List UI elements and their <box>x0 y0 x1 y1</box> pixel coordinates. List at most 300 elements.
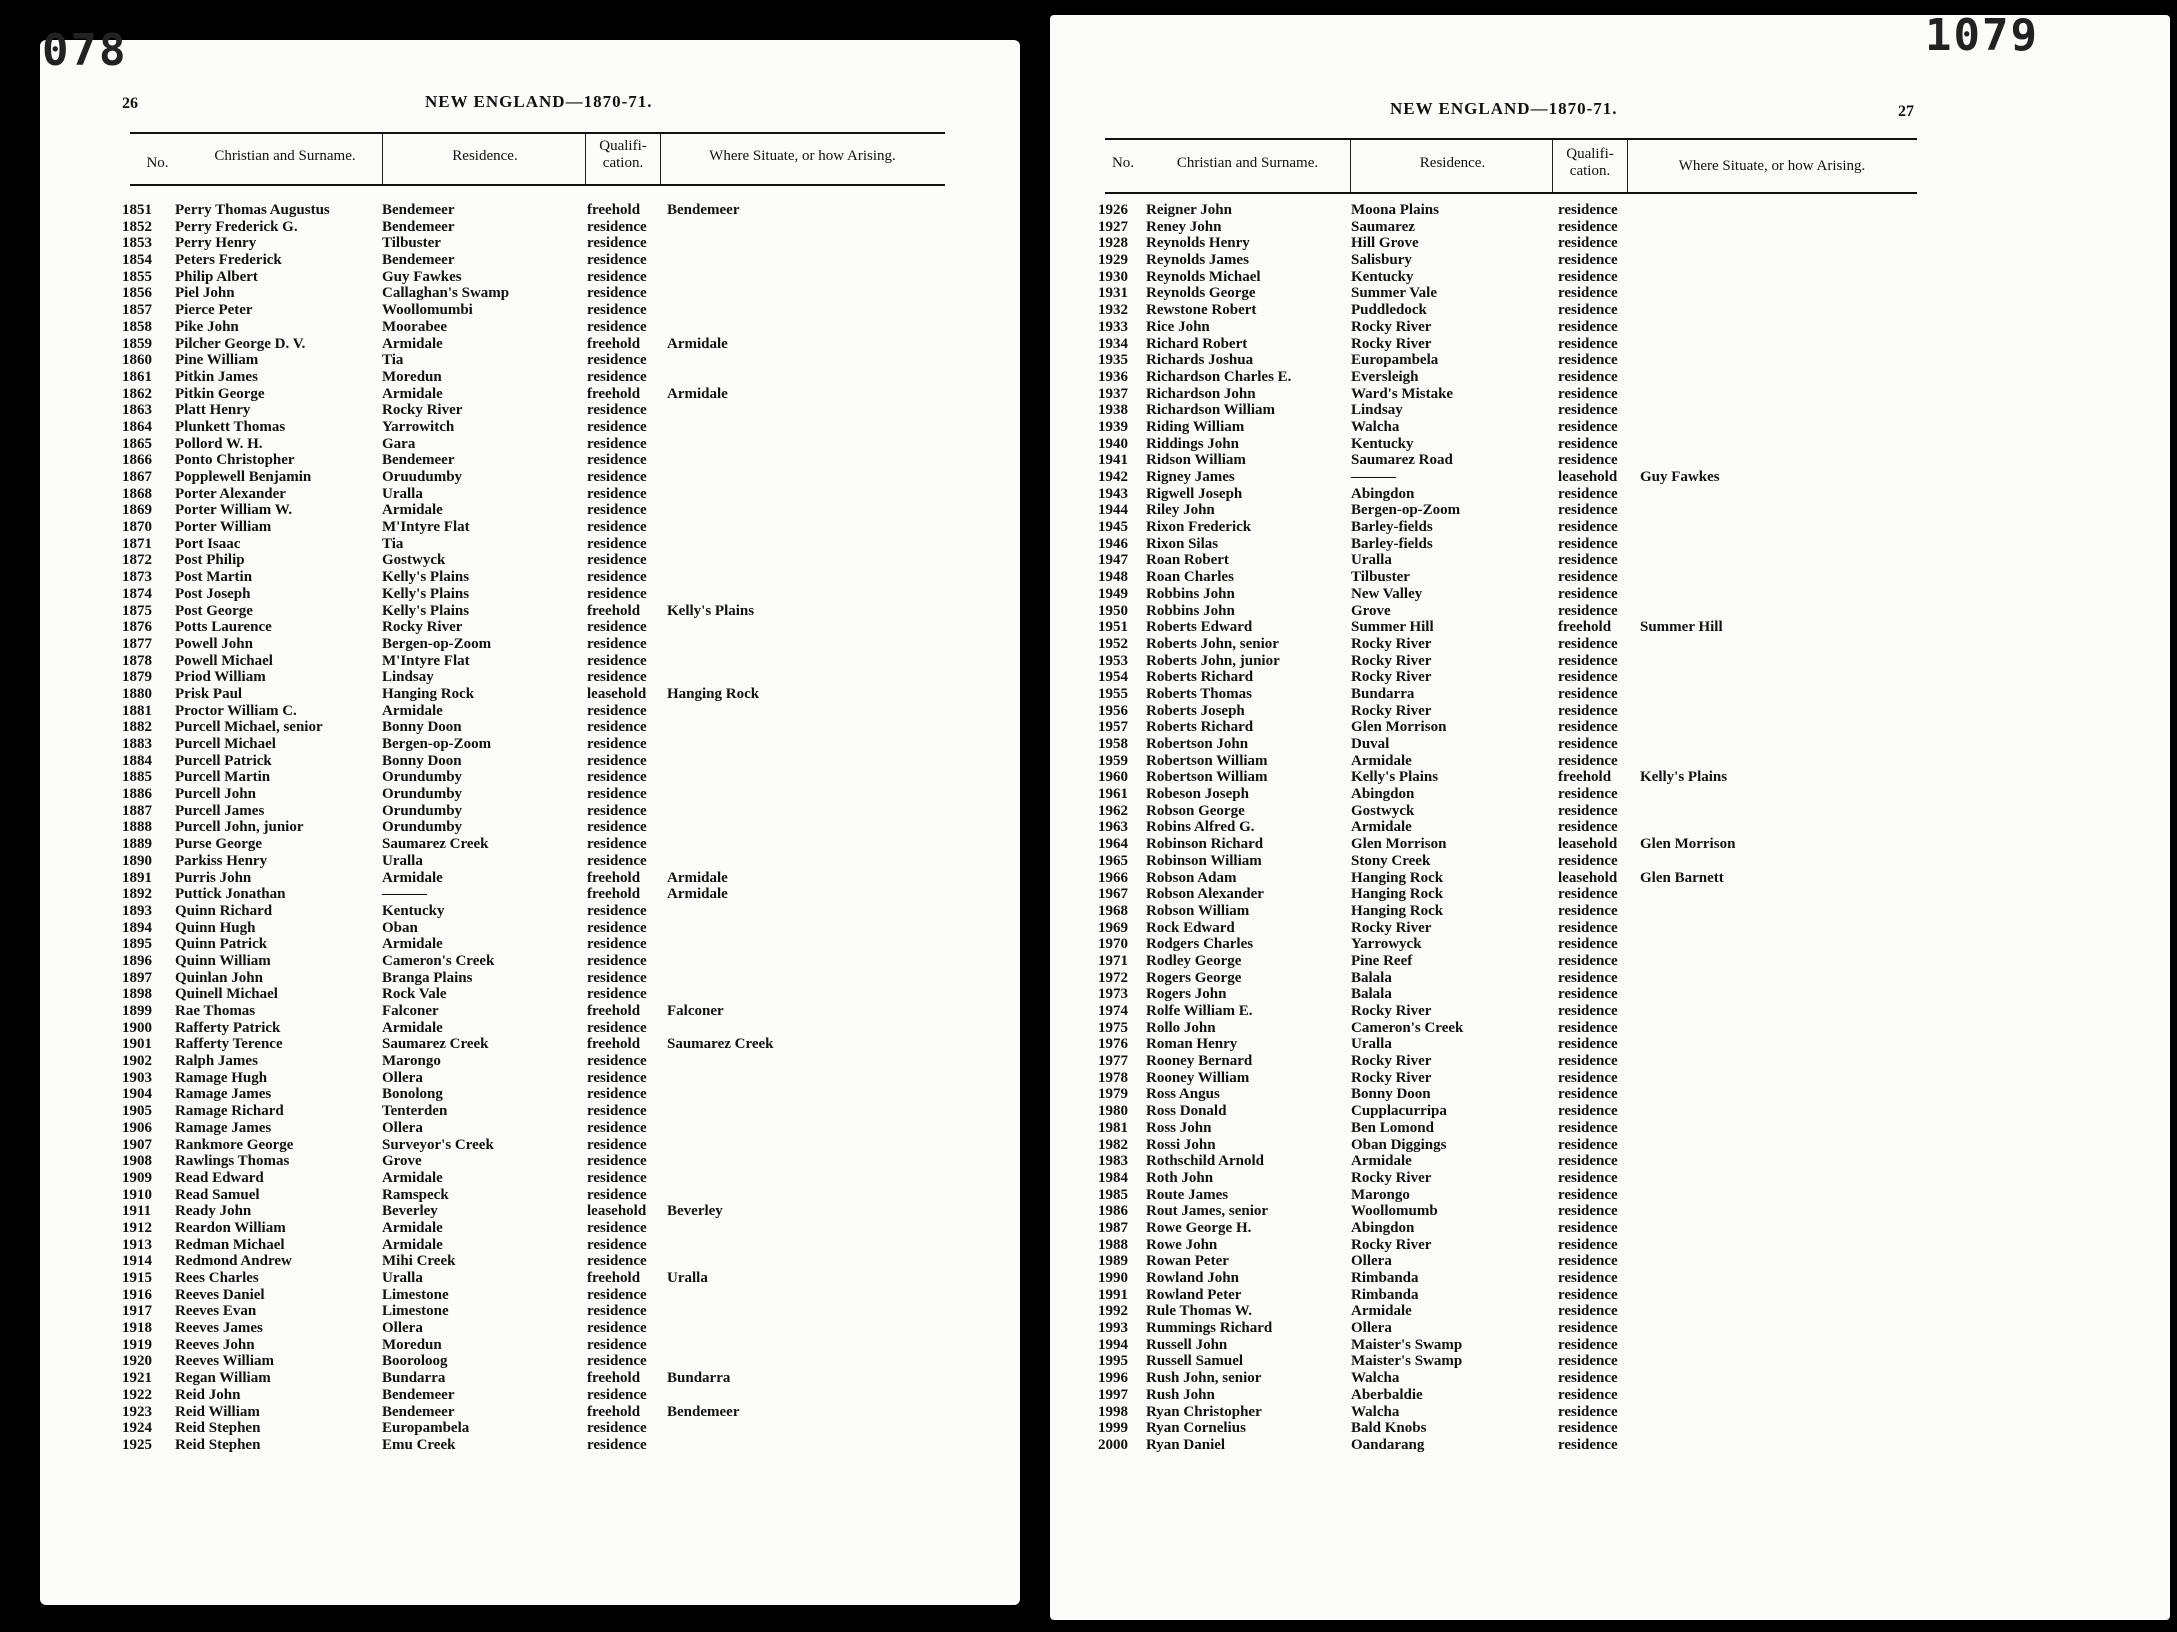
entry-number: 1985 <box>1098 1186 1128 1203</box>
entry-number: 1960 <box>1098 769 1128 786</box>
residence: Bendemeer <box>382 1386 455 1403</box>
qualification: residence <box>1558 1119 1618 1136</box>
residence: Armidale <box>382 1019 443 1036</box>
residence: Eversleigh <box>1351 368 1419 385</box>
entry-number: 1869 <box>122 502 152 519</box>
elector-name: Rooney Bernard <box>1146 1053 1253 1070</box>
residence: Armidale <box>382 1236 443 1253</box>
elector-name: Roberts Joseph <box>1146 702 1245 719</box>
qualification: residence <box>1558 1270 1618 1286</box>
entry-number: 1868 <box>122 485 152 502</box>
header-no: No. <box>146 155 169 171</box>
residence: Gara <box>382 435 416 452</box>
elector-name: Prisk Paul <box>175 685 243 702</box>
elector-name: Richardson William <box>1146 402 1276 419</box>
elector-name: Robbins John <box>1146 602 1235 619</box>
elector-name: Pike John <box>175 318 239 335</box>
elector-list-left <box>122 202 952 1454</box>
entry-number: 1860 <box>122 352 152 369</box>
residence: Maister's Swamp <box>1351 1336 1463 1353</box>
elector-name: Purcell Martin <box>175 769 271 786</box>
elector-name: Rogers John <box>1146 986 1227 1003</box>
page-title-right: NEW ENGLAND—1870-71. <box>1390 99 1618 118</box>
elector-name: Robson Alexander <box>1146 886 1264 903</box>
residence: Saumarez Road <box>1351 452 1453 469</box>
table-row <box>122 202 952 219</box>
elector-name: Purcell John, junior <box>175 819 304 836</box>
residence: Rock Vale <box>382 986 447 1003</box>
table-row <box>122 452 952 469</box>
header-name: Christian and Surname. <box>1176 155 1319 171</box>
entry-number: 1876 <box>122 619 152 636</box>
table-row <box>1098 753 1918 770</box>
entry-number: 1917 <box>122 1303 152 1320</box>
table-row <box>122 603 952 620</box>
elector-name: Reigner John <box>1146 202 1232 218</box>
qualification: residence <box>587 235 647 252</box>
elector-name: Reney John <box>1146 218 1222 235</box>
table-row <box>1098 1103 1918 1120</box>
residence: Puddledock <box>1351 302 1427 319</box>
entry-number: 1981 <box>1098 1119 1128 1136</box>
table-row <box>122 703 952 720</box>
entry-number: 1994 <box>1098 1336 1128 1353</box>
table-row <box>122 1003 952 1020</box>
qualification: residence <box>1558 986 1618 1003</box>
entry-number: 1873 <box>122 569 152 586</box>
entry-number: 1965 <box>1098 852 1128 869</box>
table-row <box>1098 886 1918 903</box>
residence: Bendemeer <box>382 252 455 269</box>
entry-number: 1886 <box>122 786 152 803</box>
qualification: residence <box>587 952 647 969</box>
table-row <box>122 436 952 453</box>
residence: Uralla <box>382 1270 423 1286</box>
elector-list-right <box>1098 202 1918 1454</box>
entry-number: 1980 <box>1098 1103 1128 1120</box>
column-divider <box>660 134 661 184</box>
residence: Bonny Doon <box>382 719 462 736</box>
residence: Abingdon <box>1351 1219 1415 1236</box>
residence: Surveyor's Creek <box>382 1136 494 1153</box>
qualification: residence <box>1558 1253 1618 1270</box>
elector-name: Pierce Peter <box>175 302 253 319</box>
residence: Glen Morrison <box>1351 719 1447 736</box>
table-row <box>122 1437 952 1454</box>
qualification: residence <box>587 502 647 519</box>
table-row <box>122 1220 952 1237</box>
qualification: residence <box>1558 585 1618 602</box>
qualification: residence <box>1558 1219 1618 1236</box>
entry-number: 1952 <box>1098 635 1128 652</box>
elector-name: Rigwell Joseph <box>1146 485 1243 502</box>
elector-name: Robinson Richard <box>1146 836 1264 853</box>
table-row <box>122 369 952 386</box>
elector-name: Reynolds James <box>1146 252 1249 269</box>
where-situate: Summer Hill <box>1640 619 1723 636</box>
entry-number: 1852 <box>122 218 152 235</box>
residence: Rocky River <box>1351 1053 1432 1070</box>
entry-number: 1956 <box>1098 702 1128 719</box>
residence: Orundumby <box>382 786 463 803</box>
table-row <box>122 1303 952 1320</box>
elector-name: Reid John <box>175 1386 241 1403</box>
table-row <box>1098 936 1918 953</box>
entry-number: 1875 <box>122 602 152 619</box>
residence: Ollera <box>382 1119 423 1136</box>
qualification: residence <box>587 736 647 752</box>
table-row <box>122 1337 952 1354</box>
header-where: Where Situate, or how Arising. <box>1678 158 1866 174</box>
elector-name: Ramage James <box>175 1086 272 1103</box>
residence: Hanging Rock <box>1351 869 1444 886</box>
table-row <box>122 519 952 536</box>
qualification: residence <box>587 1169 647 1186</box>
qualification: freehold <box>587 202 641 218</box>
table-row <box>1098 386 1918 403</box>
elector-name: Rollo John <box>1146 1019 1216 1036</box>
table-row <box>122 1404 952 1421</box>
residence: Hill Grove <box>1351 235 1419 252</box>
elector-name: Robbins John <box>1146 585 1235 602</box>
table-row <box>122 569 952 586</box>
residence: Rocky River <box>1351 669 1432 686</box>
table-row <box>1098 402 1918 419</box>
entry-number: 1928 <box>1098 235 1128 252</box>
residence: Kelly's Plains <box>1351 769 1439 786</box>
residence: Bergen-op-Zoom <box>382 736 492 752</box>
qualification: residence <box>1558 952 1618 969</box>
table-row <box>122 235 952 252</box>
elector-name: Reid Stephen <box>175 1420 261 1437</box>
table-row <box>1098 552 1918 569</box>
qualification: residence <box>1558 1320 1618 1337</box>
entry-number: 1867 <box>122 469 152 485</box>
entry-number: 1924 <box>122 1420 152 1437</box>
qualification: residence <box>1558 218 1618 235</box>
entry-number: 1887 <box>122 802 152 819</box>
entry-number: 1955 <box>1098 685 1128 702</box>
entry-number: 1991 <box>1098 1286 1128 1303</box>
qualification: residence <box>1558 1169 1618 1186</box>
qualification: residence <box>1558 368 1618 385</box>
qualification: residence <box>1558 1353 1618 1370</box>
column-divider <box>1552 140 1553 192</box>
entry-number: 1937 <box>1098 385 1128 402</box>
residence: Ollera <box>1351 1320 1392 1337</box>
entry-number: 1969 <box>1098 919 1128 936</box>
entry-number: 1989 <box>1098 1253 1128 1270</box>
entry-number: 1936 <box>1098 368 1128 385</box>
elector-name: Roan Robert <box>1146 552 1229 569</box>
entry-number: 1999 <box>1098 1420 1128 1437</box>
elector-name: Powell John <box>175 635 253 652</box>
qualification: freehold <box>587 385 641 402</box>
qualification: residence <box>587 752 647 769</box>
entry-number: 1901 <box>122 1036 152 1053</box>
residence: Oban <box>382 919 418 936</box>
elector-name: Rush John, senior <box>1146 1370 1262 1387</box>
table-row <box>122 1137 952 1154</box>
table-row <box>122 502 952 519</box>
residence: Bundarra <box>382 1370 446 1387</box>
elector-name: Roth John <box>1146 1169 1214 1186</box>
entry-number: 1907 <box>122 1136 152 1153</box>
page-number-right: 27 <box>1898 103 1914 120</box>
entry-number: 1865 <box>122 435 152 452</box>
table-row <box>122 1203 952 1220</box>
qualification: residence <box>1558 335 1618 352</box>
table-row <box>122 953 952 970</box>
elector-name: Rummings Richard <box>1146 1320 1273 1337</box>
elector-name: Rush John <box>1146 1386 1215 1403</box>
table-row <box>1098 1020 1918 1037</box>
qualification: residence <box>587 552 647 569</box>
table-row <box>122 552 952 569</box>
entry-number: 1961 <box>1098 786 1128 803</box>
entry-number: 1894 <box>122 919 152 936</box>
entry-number: 1864 <box>122 418 152 435</box>
table-row <box>1098 870 1918 887</box>
residence: Maister's Swamp <box>1351 1353 1463 1370</box>
residence: Stony Creek <box>1351 852 1431 869</box>
elector-name: Pilcher George D. V. <box>175 335 306 352</box>
table-row <box>1098 736 1918 753</box>
table-row <box>1098 903 1918 920</box>
elector-name: Rout James, senior <box>1146 1203 1269 1220</box>
elector-name: Robertson William <box>1146 769 1268 786</box>
residence: Uralla <box>382 852 423 869</box>
elector-name: Rafferty Patrick <box>175 1019 281 1036</box>
entry-number: 1948 <box>1098 569 1128 586</box>
residence: Yarrowitch <box>382 418 455 435</box>
entry-number: 1963 <box>1098 819 1128 836</box>
entry-number: 1929 <box>1098 252 1128 269</box>
table-row <box>1098 1120 1918 1137</box>
residence: Falconer <box>382 1003 439 1019</box>
entry-number: 1998 <box>1098 1403 1128 1420</box>
entry-number: 1995 <box>1098 1353 1128 1370</box>
table-row <box>122 336 952 353</box>
qualification: freehold <box>587 335 641 352</box>
elector-name: Piel John <box>175 285 235 302</box>
qualification: freehold <box>587 1270 641 1286</box>
elector-name: Ralph James <box>175 1053 258 1070</box>
elector-name: Rowan Peter <box>1146 1253 1229 1270</box>
table-row <box>1098 986 1918 1003</box>
qualification: residence <box>587 368 647 385</box>
residence: Woollomumb <box>1351 1203 1438 1220</box>
elector-name: Roberts John, senior <box>1146 635 1279 652</box>
residence: Walcha <box>1351 1370 1400 1387</box>
where-situate: Guy Fawkes <box>1640 469 1720 485</box>
qualification: residence <box>1558 252 1618 269</box>
residence: Glen Morrison <box>1351 836 1447 853</box>
page-stamp-right: 1079 <box>1925 10 2039 61</box>
entry-number: 1982 <box>1098 1136 1128 1153</box>
qualification: residence <box>587 302 647 319</box>
entry-number: 1878 <box>122 652 152 669</box>
table-row <box>1098 953 1918 970</box>
table-row <box>122 653 952 670</box>
elector-name: Quinell Michael <box>175 986 278 1003</box>
table-row <box>122 1070 952 1087</box>
qualification: freehold <box>587 886 641 903</box>
where-situate: Bendemeer <box>667 1403 740 1420</box>
table-row <box>1098 369 1918 386</box>
table-row <box>1098 636 1918 653</box>
residence: Saumarez Creek <box>382 1036 489 1053</box>
qualification: residence <box>587 1253 647 1270</box>
where-situate: Glen Barnett <box>1640 869 1724 886</box>
residence: Cameron's Creek <box>1351 1019 1464 1036</box>
elector-name: Purcell John <box>175 786 256 803</box>
elector-name: Reynolds George <box>1146 285 1256 302</box>
entry-number: 1933 <box>1098 318 1128 335</box>
table-row <box>1098 519 1918 536</box>
entry-number: 1880 <box>122 685 152 702</box>
residence: M'Intyre Flat <box>382 652 470 669</box>
entry-number: 1930 <box>1098 268 1128 285</box>
qualification: residence <box>1558 819 1618 836</box>
table-row <box>122 753 952 770</box>
residence: Rimbanda <box>1351 1286 1419 1303</box>
qualification: residence <box>1558 902 1618 919</box>
table-row <box>122 1270 952 1287</box>
table-row <box>122 736 952 753</box>
header-no: No. <box>1111 155 1135 171</box>
qualification: residence <box>587 1069 647 1086</box>
table-row <box>122 619 952 636</box>
entry-number: 1992 <box>1098 1303 1128 1320</box>
entry-number: 1905 <box>122 1103 152 1120</box>
elector-name: Richardson Charles E. <box>1146 368 1292 385</box>
table-row <box>1098 686 1918 703</box>
residence: Bundarra <box>1351 685 1415 702</box>
qualification: residence <box>587 435 647 452</box>
qualification: residence <box>587 452 647 469</box>
table-row <box>122 352 952 369</box>
entry-number: 1976 <box>1098 1036 1128 1053</box>
qualification: residence <box>1558 502 1618 519</box>
elector-name: Robson George <box>1146 802 1245 819</box>
elector-name: Pitkin George <box>175 385 265 402</box>
qualification: leasehold <box>587 685 647 702</box>
qualification: residence <box>587 1320 647 1337</box>
table-row <box>1098 352 1918 369</box>
residence: Emu Creek <box>382 1436 456 1453</box>
qualification: residence <box>587 1103 647 1120</box>
table-row <box>122 1120 952 1137</box>
residence: Ben Lomond <box>1351 1119 1434 1136</box>
residence: Armidale <box>382 502 443 519</box>
qualification: residence <box>587 1303 647 1320</box>
entry-number: 1939 <box>1098 418 1128 435</box>
qualification: residence <box>1558 852 1618 869</box>
header-residence: Residence. <box>1419 155 1486 171</box>
elector-name: Quinn Patrick <box>175 936 268 953</box>
entry-number: 1974 <box>1098 1003 1128 1019</box>
elector-name: Reeves John <box>175 1336 255 1353</box>
table-row <box>1098 1270 1918 1287</box>
residence: Cameron's Creek <box>382 952 495 969</box>
entry-number: 1983 <box>1098 1153 1128 1170</box>
residence: Bendemeer <box>382 202 455 218</box>
table-row <box>1098 1053 1918 1070</box>
qualification: residence <box>587 1086 647 1103</box>
residence: Lindsay <box>382 669 434 686</box>
qualification: residence <box>1558 802 1618 819</box>
entry-number: 1943 <box>1098 485 1128 502</box>
qualification: residence <box>587 469 647 485</box>
elector-name: Reeves Evan <box>175 1303 257 1320</box>
entry-number: 1889 <box>122 836 152 853</box>
entry-number: 1871 <box>122 535 152 552</box>
qualification: residence <box>1558 1336 1618 1353</box>
residence: New Valley <box>1351 585 1423 602</box>
elector-name: Reynolds Henry <box>1146 235 1250 252</box>
entry-number: 1857 <box>122 302 152 319</box>
residence: Moredun <box>382 1336 442 1353</box>
qualification: residence <box>1558 569 1618 586</box>
residence: Armidale <box>382 1169 443 1186</box>
table-row <box>122 1053 952 1070</box>
qualification: freehold <box>587 1003 641 1019</box>
elector-name: Popplewell Benjamin <box>175 469 312 485</box>
qualification: residence <box>1558 519 1618 536</box>
residence: Saumarez <box>1351 218 1415 235</box>
residence: Abingdon <box>1351 485 1415 502</box>
residence: Uralla <box>1351 1036 1392 1053</box>
elector-name: Robson Adam <box>1146 869 1237 886</box>
elector-name: Rogers George <box>1146 969 1242 986</box>
where-situate: Kelly's Plains <box>1640 769 1728 786</box>
residence: Balala <box>1351 969 1392 986</box>
elector-name: Rodley George <box>1146 952 1242 969</box>
entry-number: 1858 <box>122 318 152 335</box>
elector-name: Rewstone Robert <box>1146 302 1257 319</box>
residence: Orundumby <box>382 819 463 836</box>
entry-number: 1859 <box>122 335 152 352</box>
residence: Europambela <box>382 1420 470 1437</box>
table-row <box>122 419 952 436</box>
entry-number: 1908 <box>122 1153 152 1170</box>
entry-number: 1897 <box>122 969 152 986</box>
header-top-rule <box>130 132 945 134</box>
elector-name: Route James <box>1146 1186 1229 1203</box>
table-row <box>122 219 952 236</box>
entry-number: 1922 <box>122 1386 152 1403</box>
entry-number: 1861 <box>122 368 152 385</box>
table-row <box>122 1387 952 1404</box>
page-title-left: NEW ENGLAND—1870-71. <box>425 92 653 111</box>
where-situate: Uralla <box>667 1270 708 1286</box>
elector-name: Perry Henry <box>175 235 257 252</box>
entry-number: 1884 <box>122 752 152 769</box>
entry-number: 1909 <box>122 1169 152 1186</box>
qualification: residence <box>587 318 647 335</box>
elector-name: Reeves Daniel <box>175 1286 265 1303</box>
qualification: residence <box>587 1019 647 1036</box>
elector-name: Puttick Jonathan <box>175 886 286 903</box>
residence: Europambela <box>1351 352 1439 369</box>
entry-number: 1918 <box>122 1320 152 1337</box>
qualification: residence <box>587 418 647 435</box>
entry-number: 1978 <box>1098 1069 1128 1086</box>
where-situate: Falconer <box>667 1003 724 1019</box>
entry-number: 1986 <box>1098 1203 1128 1220</box>
table-row <box>1098 819 1918 836</box>
